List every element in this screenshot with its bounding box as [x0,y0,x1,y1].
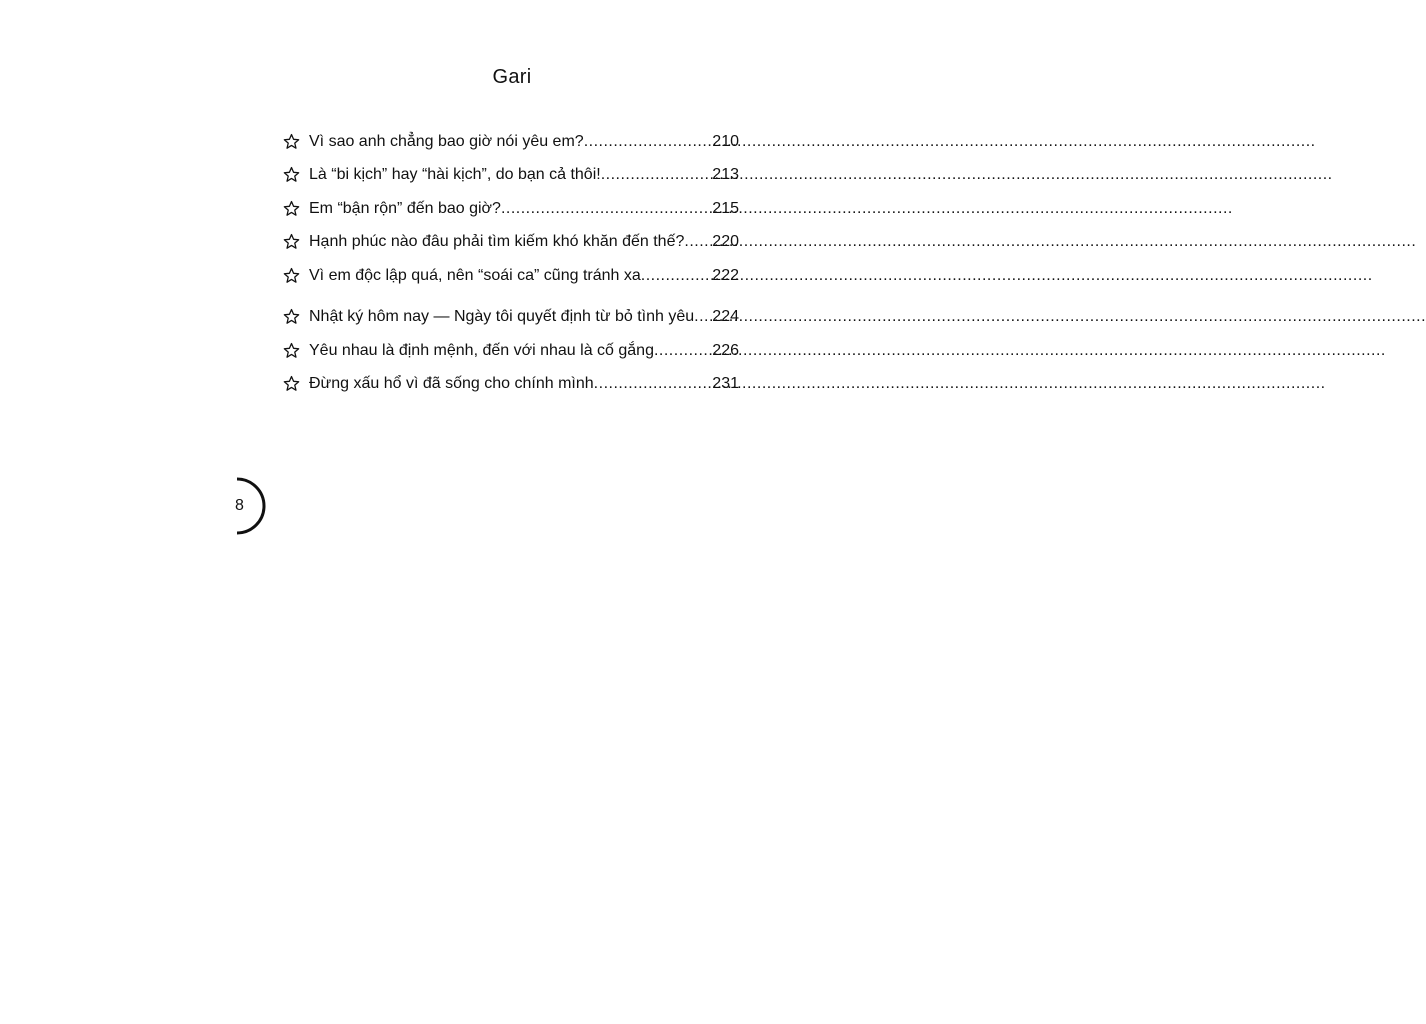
toc-entry-title: Nhật ký hôm nay — Ngày tôi quyết định từ bỏ tình yêu [309,308,695,325]
running-header: Gari [492,66,532,88]
toc-entry [283,152,739,186]
star-outline-icon [283,200,300,217]
toc-entry-title: Em “bận rộn” đến bao giờ? [309,199,501,217]
star-outline-icon [283,308,300,325]
star-outline-icon [283,342,300,359]
toc-entry-title: Hạnh phúc nào đâu phải tìm kiếm khó khăn đến thế? [309,233,685,250]
star-outline-icon [283,267,300,284]
table-of-contents [283,118,739,394]
dot-leader [641,266,712,286]
dot-leader [694,307,711,327]
dot-leader [594,374,712,394]
toc-entry-title: Đừng xấu hổ vì đã sống cho chính mình [309,375,594,392]
toc-entry-title: Vì sao anh chẳng bao giờ nói yêu em? [309,132,584,150]
toc-entry [283,219,739,253]
toc-entry [283,361,739,395]
dot-leader [684,232,711,252]
star-outline-icon [283,166,300,183]
page-number-arc [200,474,266,538]
page-number: 8 [235,497,244,514]
star-outline-icon [283,133,300,150]
toc-entry [283,327,739,361]
toc-entry-page: 215 [712,199,739,217]
toc-entry [283,185,739,219]
toc-entry-title: Yêu nhau là định mệnh, đến với nhau là cố gắng [309,341,654,359]
toc-entry-title: Là “bi kịch” hay “hài kịch”, do bạn cả thôi! [309,166,601,183]
toc-entry [283,294,739,328]
dot-leader [501,199,711,219]
toc-entry [283,118,739,152]
dot-leader [654,341,711,361]
toc-entry-page: 226 [712,341,739,359]
toc-entry-title: Vì em độc lập quá, nên “soái ca” cũng tránh xa [309,266,641,284]
toc-entry [283,252,739,286]
toc-entry-page: 224 [712,308,739,325]
dot-leader [601,165,712,185]
toc-entry-page: 213 [712,166,739,183]
toc-entry-page: 220 [712,233,739,250]
toc-entry-page: 222 [712,266,739,284]
toc-entry-page: 210 [712,132,739,150]
star-outline-icon [283,233,300,250]
dot-leader [584,132,712,152]
star-outline-icon [283,375,300,392]
toc-entry-page: 231 [712,375,739,392]
